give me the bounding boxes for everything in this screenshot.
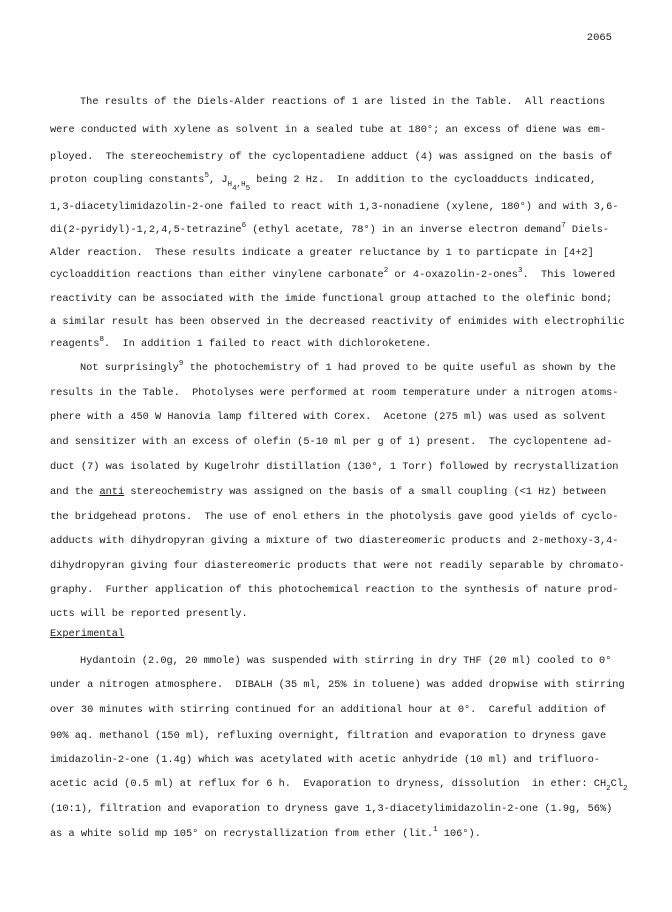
subscript: 2 <box>606 785 611 793</box>
text-line: Alder reaction. These results indicate a greater reluctance by 1 to particpate in [4+2] <box>50 247 594 259</box>
subscript: 2 <box>623 785 628 793</box>
reference-superscript: 3 <box>517 267 523 275</box>
text-line: under a nitrogen atmosphere. DIBALH (35 ml, 25% in toluene) was added dropwise with stirring <box>50 679 625 691</box>
reference-superscript: 6 <box>241 222 247 230</box>
text-line: were conducted with xylene as solvent in a sealed tube at 180°; an excess of diene was em- <box>50 124 607 136</box>
reference-superscript: 8 <box>99 336 104 344</box>
section-heading-experimental: Experimental <box>50 628 125 640</box>
text-line: ucts will be reported presently. <box>50 608 248 620</box>
reference-superscript: 9 <box>178 360 184 368</box>
page-number: 2065 <box>586 32 612 44</box>
text-line: di(2-pyridyl)-1,2,4,5-tetrazine$^6$ (ethyl acetate, 78°) in an inverse electron demand$^7$ Diels- <box>50 222 609 236</box>
text-line: graphy. Further application of this photochemical reaction to the synthesis of nature prod- <box>50 584 619 596</box>
text-line: proton coupling constants$^5$, $J_{H_4,H_5}$ being 2 Hz. In addition to the cycloadducts indicated, <box>50 172 597 193</box>
text-line: over 30 minutes with stirring continued for an additional hour at 0°. Careful addition of <box>50 704 607 716</box>
text-line: cycloaddition reactions than either vinylene carbonate$^2$ or 4-oxazolin-2-ones$^3$. This lowered <box>50 267 616 281</box>
text-line: and the anti stereochemistry was assigned on the basis of a small coupling (<1 Hz) between <box>50 486 607 498</box>
anti-underlined: anti <box>99 486 125 498</box>
text-line: (10:1), filtration and evaporation to dryness gave 1,3-diacetylimidazolin-2-one (1.9g, 56%) <box>50 803 613 815</box>
reference-superscript: 2 <box>383 267 389 275</box>
text-line: as a white solid mp 105° on recrystallization from ether (lit.$^1$ 106°). <box>50 826 481 840</box>
text-line: reagents$^8$. In addition 1 failed to react with dichloroketene. <box>50 336 432 350</box>
text-line: 90% aq. methanol (150 ml), refluxing overnight, filtration and evaporation to dryness gave <box>50 730 607 742</box>
text-line: phere with a 450 W Hanovia lamp filtered with Corex. Acetone (275 ml) was used as solvent <box>50 411 607 423</box>
text-line: Hydantoin (2.0g, 20 mmole) was suspended with stirring in dry THF (20 ml) cooled to 0° <box>80 655 612 667</box>
text-line: duct (7) was isolated by Kugelrohr distillation (130°, 1 Torr) followed by recrystallization <box>50 461 619 473</box>
text-line: The results of the Diels-Alder reactions of 1 are listed in the Table. All reactions <box>80 96 606 108</box>
text-line: results in the Table. Photolyses were performed at room temperature under a nitrogen atoms- <box>50 387 619 399</box>
text-line: ployed. The stereochemistry of the cyclopentadiene adduct (4) was assigned on the basis of <box>50 151 613 163</box>
text-line: the bridgehead protons. The use of enol ethers in the photolysis gave good yields of cyclo- <box>50 511 619 523</box>
text-line: reactivity can be associated with the imide functional group attached to the olefinic bond; <box>50 293 613 305</box>
reference-superscript: 1 <box>433 826 438 834</box>
text-line: dihydropyran giving four diastereomeric products that were not readily separable by chromato- <box>50 560 625 572</box>
text-line: 1,3-diacetylimidazolin-2-one failed to react with 1,3-nonadiene (xylene, 180°) and with 3,6- <box>50 201 619 213</box>
text-line: adducts with dihydropyran giving a mixture of two diastereomeric products and 2-methoxy-3,4- <box>50 535 619 547</box>
text-line: acetic acid (0.5 ml) at reflux for 6 h. Evaporation to dryness, dissolution in ether: $CH_2Cl_2$ <box>50 778 628 793</box>
reference-superscript: 7 <box>561 222 566 230</box>
text-line: imidazolin-2-one (1.4g) which was acetylated with acetic anhydride (10 ml) and trifluoro- <box>50 754 600 766</box>
reference-superscript: 5 <box>204 172 209 180</box>
text-line: and sensitizer with an excess of olefin (5-10 ml per g of 1) present. The cyclopentene ad- <box>50 436 613 448</box>
text-line: Not surprisingly$^9$ the photochemistry of 1 had proved to be quite useful as shown by the <box>80 360 616 374</box>
text-line: a similar result has been observed in the decreased reactivity of enimides with electrophilic <box>50 316 625 328</box>
